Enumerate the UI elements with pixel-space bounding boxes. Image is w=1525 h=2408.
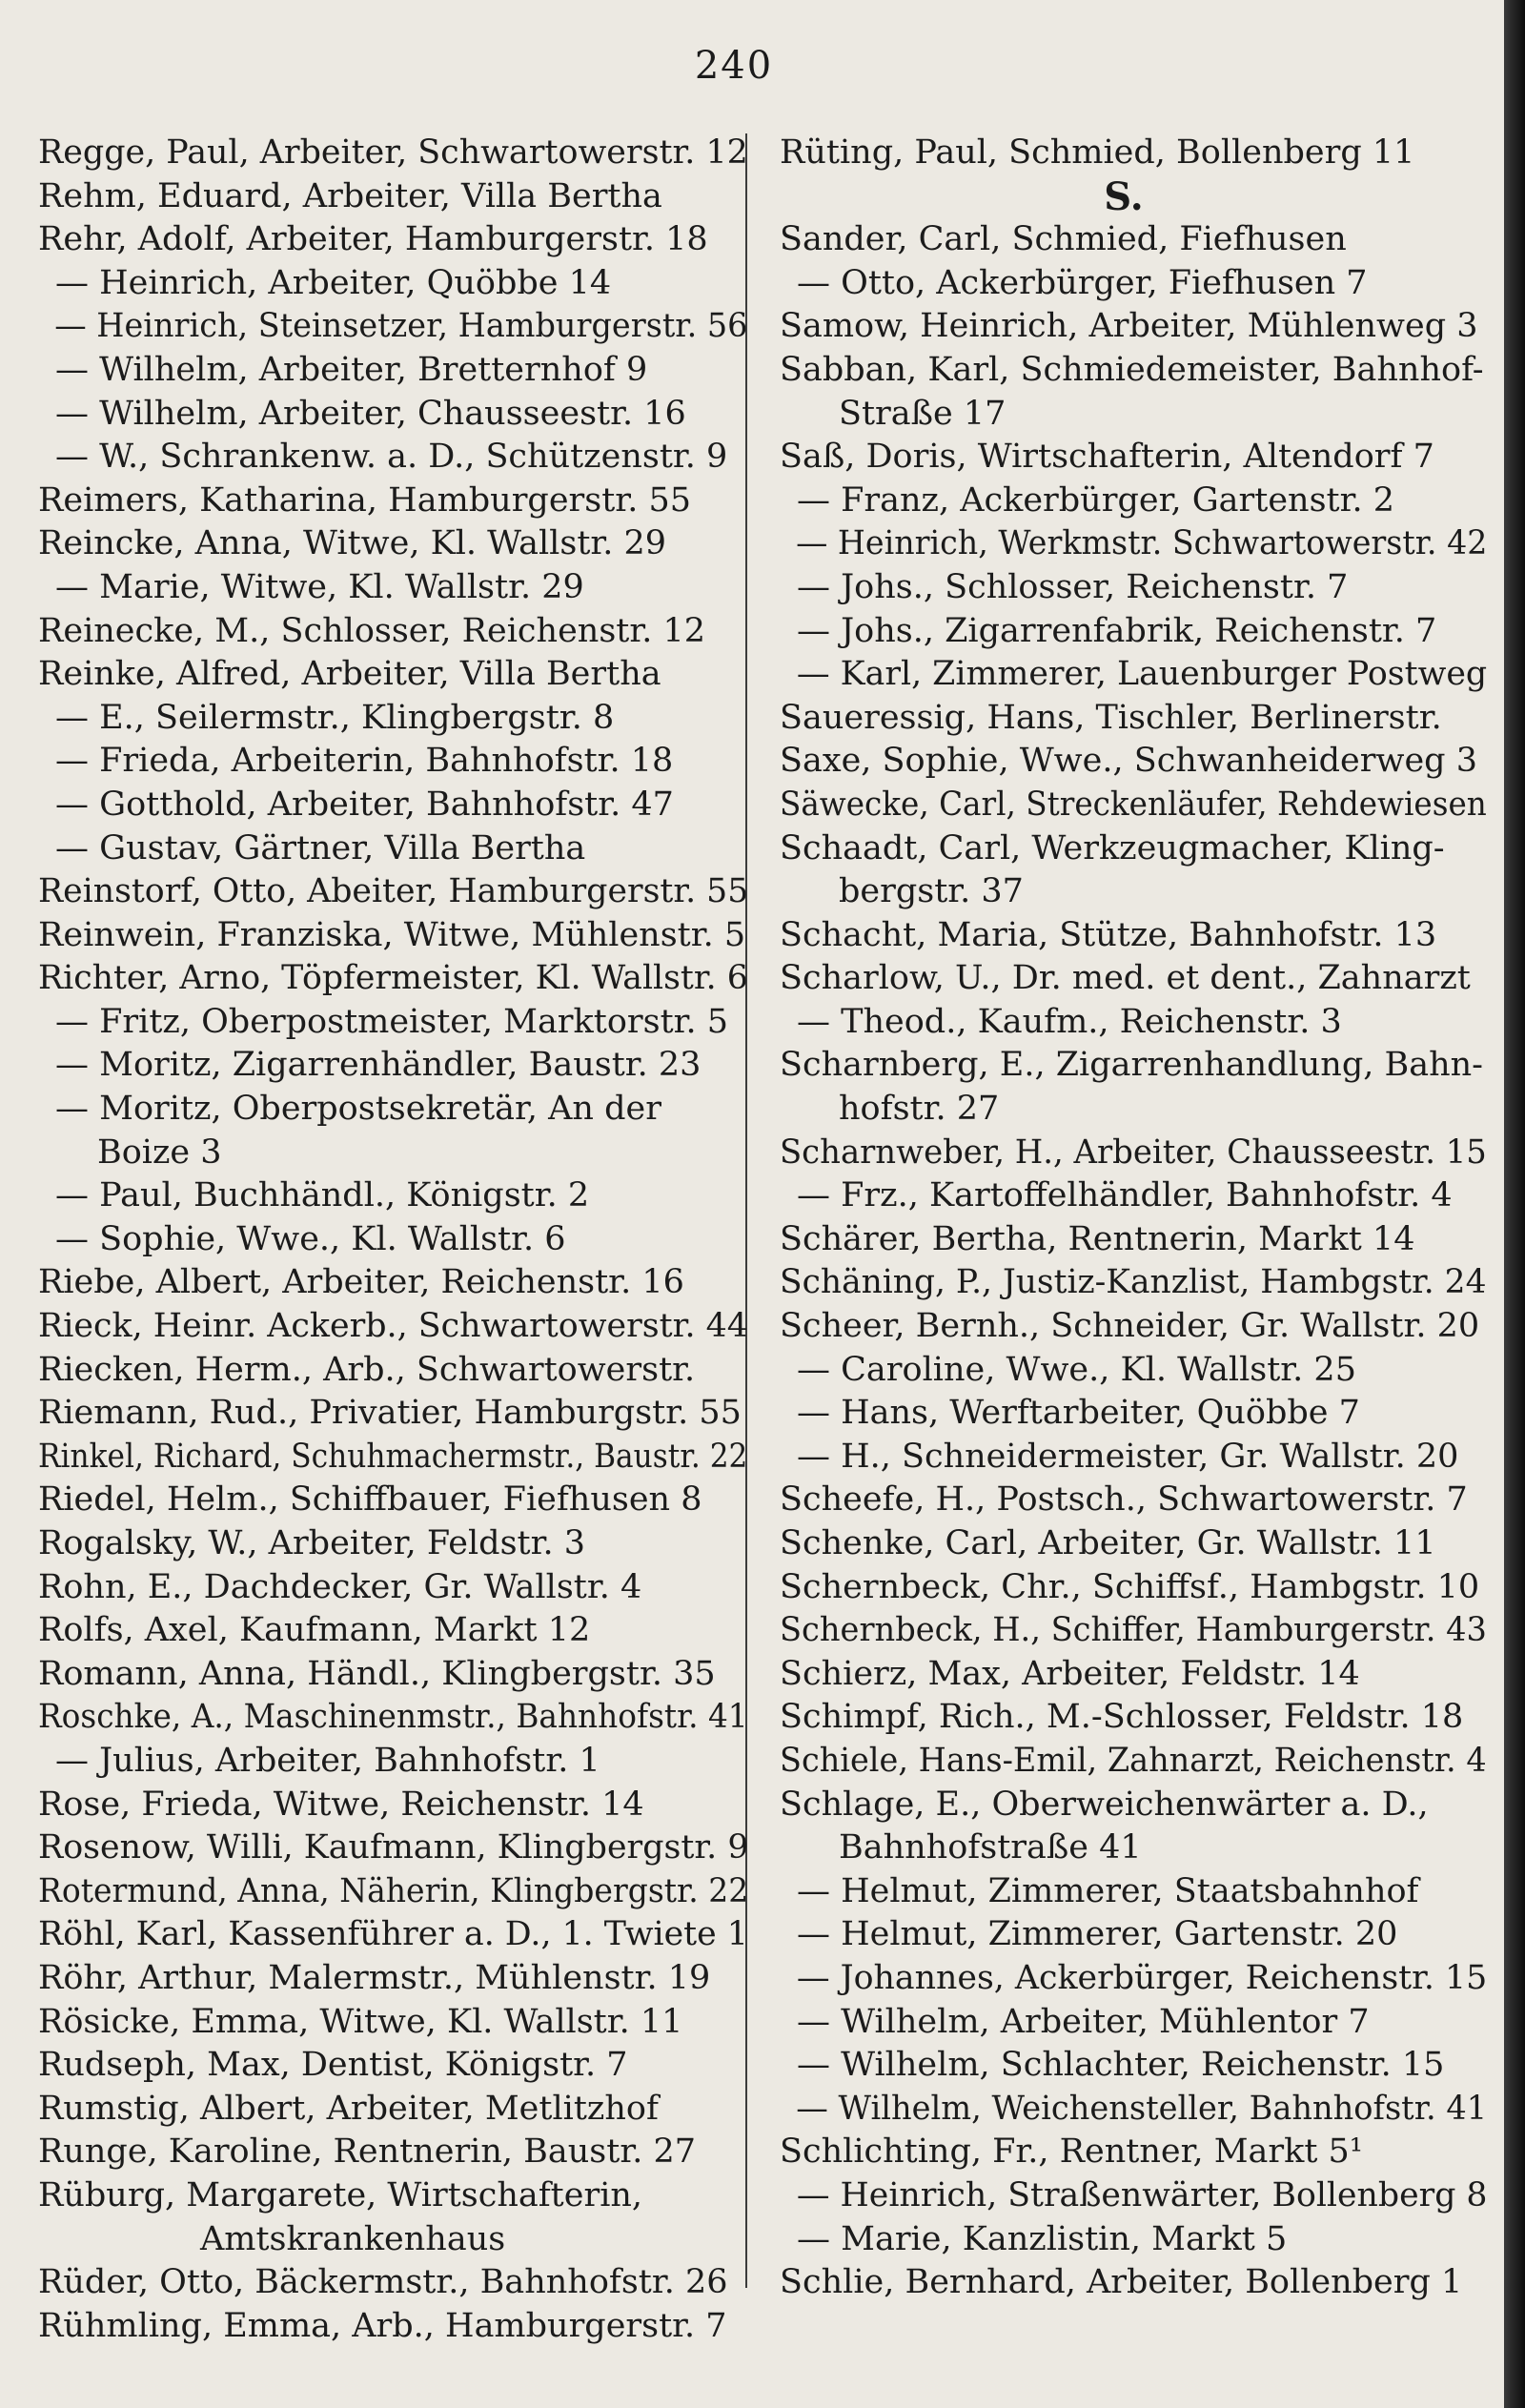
right-column-entries bbox=[780, 218, 1487, 2305]
directory-entry: — E., Seilermstr., Klingbergstr. 8 bbox=[55, 698, 615, 737]
directory-entry: Rogalsky, W., Arbeiter, Feldstr. 3 bbox=[38, 1524, 586, 1562]
directory-entry: Schierz, Max, Arbeiter, Feldstr. 14 bbox=[780, 1654, 1360, 1693]
directory-entry-continuation: Bahnhofstraße 41 bbox=[839, 1828, 1142, 1867]
directory-entry: Scharlow, U., Dr. med. et dent., Zahnarzt bbox=[780, 959, 1471, 998]
directory-entry: — Franz, Ackerbürger, Gartenstr. 2 bbox=[797, 480, 1395, 520]
directory-entry: — Theod., Kaufm., Reichenstr. 3 bbox=[797, 1002, 1342, 1041]
directory-entry: Rolfs, Axel, Kaufmann, Markt 12 bbox=[38, 1611, 591, 1650]
directory-entry-continuation: Straße 17 bbox=[839, 394, 1006, 433]
directory-entry-continuation: Boize 3 bbox=[97, 1133, 222, 1172]
directory-entry: Rüder, Otto, Bäckermstr., Bahnhofstr. 26 bbox=[38, 2263, 728, 2302]
directory-entry: — Hans, Werftarbeiter, Quöbbe 7 bbox=[797, 1394, 1360, 1433]
directory-entry: Rieck, Heinr. Ackerb., Schwartowerstr. 44 bbox=[38, 1307, 748, 1346]
directory-entry: Schacht, Maria, Stütze, Bahnhofstr. 13 bbox=[780, 915, 1437, 954]
directory-entry: — Johs., Zigarrenfabrik, Reichenstr. 7 bbox=[797, 611, 1437, 650]
directory-entry: — Gotthold, Arbeiter, Bahnhofstr. 47 bbox=[55, 785, 674, 824]
directory-entry: Romann, Anna, Händl., Klingbergstr. 35 bbox=[38, 1654, 716, 1693]
directory-entry: Schimpf, Rich., M.-Schlosser, Feldstr. 18 bbox=[780, 1698, 1464, 1737]
directory-entry: Schernbeck, Chr., Schiffsf., Hambgstr. 10 bbox=[780, 1567, 1480, 1606]
directory-entry: Rösicke, Emma, Witwe, Kl. Wallstr. 11 bbox=[38, 2002, 683, 2041]
directory-entry: Röhr, Arthur, Malermstr., Mühlenstr. 19 bbox=[38, 1958, 711, 1997]
directory-entry: Sander, Carl, Schmied, Fiefhusen bbox=[780, 220, 1347, 259]
directory-entry: Rose, Frieda, Witwe, Reichenstr. 14 bbox=[38, 1785, 644, 1824]
directory-entry: Saueressig, Hans, Tischler, Berlinerstr. bbox=[780, 698, 1442, 737]
directory-entry: — Heinrich, Werkmstr. Schwartowerstr. 42 bbox=[796, 524, 1488, 563]
directory-entry: — Helmut, Zimmerer, Gartenstr. 20 bbox=[797, 1915, 1398, 1954]
directory-entry: Rehr, Adolf, Arbeiter, Hamburgerstr. 18 bbox=[38, 220, 708, 259]
directory-entry-continuation: bergstr. 37 bbox=[839, 872, 1024, 911]
directory-entry: — Marie, Kanzlistin, Markt 5 bbox=[797, 2219, 1288, 2258]
directory-entry: Rinkel, Richard, Schuhmachermstr., Baustr. 22 bbox=[38, 1437, 748, 1476]
directory-entry: — Helmut, Zimmerer, Staatsbahnhof bbox=[797, 1871, 1419, 1910]
directory-entry: Reinwein, Franziska, Witwe, Mühlenstr. 5 bbox=[38, 915, 746, 954]
directory-entry: Richter, Arno, Töpfermeister, Kl. Wallstr. 6 bbox=[38, 959, 748, 998]
directory-entry: Schiele, Hans-Emil, Zahnarzt, Reichenstr. 4 bbox=[780, 1741, 1487, 1780]
directory-entry: — Heinrich, Straßenwärter, Bollenberg 8 bbox=[796, 2175, 1488, 2214]
directory-entry: Samow, Heinrich, Arbeiter, Mühlenweg 3 bbox=[780, 307, 1478, 346]
directory-entry: Schäning, P., Justiz-Kanzlist, Hambgstr. 24 bbox=[780, 1263, 1487, 1302]
directory-entry: Reinstorf, Otto, Abeiter, Hamburgerstr. 55 bbox=[38, 872, 749, 911]
directory-entry: Scharnweber, H., Arbeiter, Chausseestr. 15 bbox=[780, 1133, 1487, 1172]
directory-entry: Schenke, Carl, Arbeiter, Gr. Wallstr. 11 bbox=[780, 1524, 1436, 1562]
directory-entry: Säwecke, Carl, Streckenläufer, Rehdewiesen bbox=[780, 785, 1487, 824]
directory-entry: — Johannes, Ackerbürger, Reichenstr. 15 bbox=[796, 1958, 1488, 1997]
directory-entry: Roschke, A., Maschinenmstr., Bahnhofstr. 41 bbox=[38, 1698, 748, 1737]
directory-entry: Rühmling, Emma, Arb., Hamburgerstr. 7 bbox=[38, 2306, 727, 2345]
directory-entry: Schärer, Bertha, Rentnerin, Markt 14 bbox=[780, 1219, 1415, 1258]
directory-entry: Scheer, Bernh., Schneider, Gr. Wallstr. 20 bbox=[780, 1307, 1480, 1346]
directory-entry: — H., Schneidermeister, Gr. Wallstr. 20 bbox=[797, 1437, 1459, 1476]
directory-entry: Riecken, Herm., Arb., Schwartowerstr. bbox=[38, 1350, 696, 1389]
right-column bbox=[780, 132, 1487, 2305]
directory-entry: — W., Schrankenw. a. D., Schützenstr. 9 bbox=[55, 438, 728, 477]
directory-entry-continuation: Amtskrankenhaus bbox=[200, 2219, 506, 2258]
directory-entry: Rüburg, Margarete, Wirtschafterin, bbox=[38, 2175, 643, 2214]
directory-entry: Rotermund, Anna, Näherin, Klingbergstr. 22 bbox=[38, 1871, 749, 1910]
directory-entry: — Frieda, Arbeiterin, Bahnhofstr. 18 bbox=[55, 742, 674, 781]
directory-entry: Schlichting, Fr., Rentner, Markt 5¹ bbox=[780, 2133, 1363, 2172]
directory-entry: Schernbeck, H., Schiffer, Hamburgerstr. 43 bbox=[780, 1611, 1487, 1650]
page-number: 240 bbox=[694, 44, 774, 88]
directory-entry: Schlage, E., Oberweichenwärter a. D., bbox=[780, 1785, 1429, 1824]
directory-entry: — Wilhelm, Arbeiter, Chausseestr. 16 bbox=[55, 394, 686, 433]
directory-entry: Runge, Karoline, Rentnerin, Baustr. 27 bbox=[38, 2133, 696, 2172]
directory-entry: Rehm, Eduard, Arbeiter, Villa Bertha bbox=[38, 176, 662, 215]
page-edge-shadow bbox=[1504, 0, 1525, 2408]
directory-entry: — Moritz, Zigarrenhändler, Baustr. 23 bbox=[55, 1046, 702, 1085]
directory-entry: Reincke, Anna, Witwe, Kl. Wallstr. 29 bbox=[38, 524, 667, 563]
directory-entry: Saxe, Sophie, Wwe., Schwanheiderweg 3 bbox=[780, 742, 1477, 781]
directory-entry: — Fritz, Oberpostmeister, Marktorstr. 5 bbox=[55, 1002, 729, 1041]
directory-entry: Schaadt, Carl, Werkzeugmacher, Kling- bbox=[780, 828, 1445, 867]
directory-entry: Riedel, Helm., Schiffbauer, Fiefhusen 8 bbox=[38, 1480, 702, 1520]
directory-entry: Reinecke, M., Schlosser, Reichenstr. 12 bbox=[38, 611, 706, 650]
directory-entry: Rüting, Paul, Schmied, Bollenberg 11 bbox=[780, 133, 1415, 172]
directory-entry: — Marie, Witwe, Kl. Wallstr. 29 bbox=[55, 567, 584, 606]
directory-entry: — Julius, Arbeiter, Bahnhofstr. 1 bbox=[55, 1741, 600, 1780]
directory-entry: — Karl, Zimmerer, Lauenburger Postweg bbox=[796, 655, 1488, 694]
directory-entry: — Frz., Kartoffelhändler, Bahnhofstr. 4 bbox=[797, 1176, 1453, 1215]
section-heading: S. bbox=[1104, 173, 1144, 219]
directory-entry: Scharnberg, E., Zigarrenhandlung, Bahn- bbox=[780, 1046, 1483, 1085]
directory-entry: Rohn, E., Dachdecker, Gr. Wallstr. 4 bbox=[38, 1567, 642, 1606]
directory-entry: — Moritz, Oberpostsekretär, An der bbox=[55, 1090, 661, 1129]
directory-entry-continuation: hofstr. 27 bbox=[839, 1090, 1000, 1129]
directory-entry: Röhl, Karl, Kassenführer a. D., 1. Twiete 1 bbox=[38, 1915, 748, 1954]
directory-entry: — Caroline, Wwe., Kl. Wallstr. 25 bbox=[797, 1350, 1356, 1389]
directory-entry: — Heinrich, Arbeiter, Quöbbe 14 bbox=[55, 263, 612, 302]
directory-entry: Sabban, Karl, Schmiedemeister, Bahnhof- bbox=[780, 350, 1484, 389]
directory-entry: — Heinrich, Steinsetzer, Hamburgerstr. 56 bbox=[54, 307, 748, 346]
directory-entry: — Paul, Buchhändl., Königstr. 2 bbox=[55, 1176, 590, 1215]
directory-entry: Rosenow, Willi, Kaufmann, Klingbergstr. 9 bbox=[38, 1828, 749, 1867]
directory-entry: Reimers, Katharina, Hamburgerstr. 55 bbox=[38, 480, 691, 520]
directory-entry: — Wilhelm, Weichensteller, Bahnhofstr. 41 bbox=[796, 2089, 1488, 2128]
left-column bbox=[38, 132, 748, 2348]
directory-entry: Regge, Paul, Arbeiter, Schwartowerstr. 12 bbox=[38, 133, 748, 172]
directory-entry: — Sophie, Wwe., Kl. Wallstr. 6 bbox=[55, 1219, 566, 1258]
directory-entry: Rumstig, Albert, Arbeiter, Metlitzhof bbox=[38, 2089, 659, 2128]
directory-entry: Riemann, Rud., Privatier, Hamburgstr. 55 bbox=[38, 1394, 742, 1433]
directory-entry: Schlie, Bernhard, Arbeiter, Bollenberg 1 bbox=[780, 2263, 1463, 2302]
directory-entry: Rudseph, Max, Dentist, Königstr. 7 bbox=[38, 2046, 628, 2085]
directory-entry: — Otto, Ackerbürger, Fiefhusen 7 bbox=[797, 263, 1368, 302]
directory-entry: — Johs., Schlosser, Reichenstr. 7 bbox=[797, 567, 1349, 606]
directory-entry: — Wilhelm, Arbeiter, Mühlentor 7 bbox=[797, 2002, 1370, 2041]
directory-entry: Reinke, Alfred, Arbeiter, Villa Bertha bbox=[38, 655, 661, 694]
directory-entry: — Wilhelm, Schlachter, Reichenstr. 15 bbox=[797, 2046, 1445, 2085]
directory-entry: Scheefe, H., Postsch., Schwartowerstr. 7 bbox=[780, 1480, 1468, 1520]
directory-entry: Saß, Doris, Wirtschafterin, Altendorf 7 bbox=[780, 438, 1434, 477]
directory-entry: — Gustav, Gärtner, Villa Bertha bbox=[55, 828, 586, 867]
directory-entry: — Wilhelm, Arbeiter, Bretternhof 9 bbox=[55, 350, 648, 389]
directory-entry: Riebe, Albert, Arbeiter, Reichenstr. 16 bbox=[38, 1263, 684, 1302]
